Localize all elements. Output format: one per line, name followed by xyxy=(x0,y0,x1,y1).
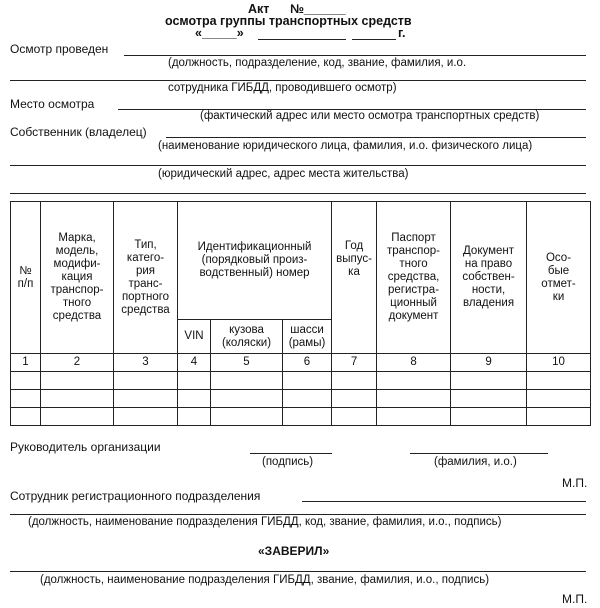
col-number: 3 xyxy=(114,354,178,372)
col-number: 4 xyxy=(178,354,211,372)
inspection-by-label: Осмотр проведен xyxy=(10,42,109,56)
owner-line-2 xyxy=(10,165,586,166)
act-title: Акт xyxy=(248,2,270,16)
head-name-line xyxy=(410,453,548,454)
header-vin: VIN xyxy=(178,320,211,354)
inspection-by-hint-1: (должность, подразделение, код, звание, фамилия, и.о. xyxy=(168,57,467,69)
employee-hint: (должность, наименование подразделения ГИБДД, код, звание, фамилия, и.о., подпись) xyxy=(28,516,502,528)
date-year-line xyxy=(352,39,396,40)
owner-line-3 xyxy=(10,193,586,194)
act-number: №______ xyxy=(290,2,346,16)
owner-line xyxy=(166,137,586,138)
employee-line xyxy=(302,501,586,502)
name-hint: (фамилия, и.о.) xyxy=(434,456,517,468)
date-day: «_____» xyxy=(195,26,244,40)
act-subtitle: осмотра группы транспортных средств xyxy=(165,14,412,28)
header-col-identification: Идентификационный (порядковый произ- водственный) номер xyxy=(178,202,332,320)
col-number: 2 xyxy=(41,354,114,372)
header-col-make: Марка, модель, модифи- кация транспор- тного средства xyxy=(41,202,114,354)
table-row xyxy=(11,390,591,408)
col-number: 10 xyxy=(527,354,591,372)
employee-line-2 xyxy=(10,514,586,515)
inspection-by-line xyxy=(124,55,586,56)
col-number: 9 xyxy=(451,354,527,372)
vehicles-table xyxy=(10,201,591,426)
head-label: Руководитель организации xyxy=(10,440,161,454)
header-col-notes: Осо- бые отмет- ки xyxy=(527,202,591,354)
header-col-type: Тип, катего- рия транс- портного средства xyxy=(114,202,178,354)
header-chassis: шасси (рамы) xyxy=(283,320,332,354)
header-col-passport: Паспорт транспор- тного средства, регистра- ционный документ xyxy=(377,202,451,354)
signature-hint: (подпись) xyxy=(262,456,314,468)
col-number: 5 xyxy=(211,354,283,372)
certified-label: «ЗАВЕРИЛ» xyxy=(258,544,330,558)
inspection-by-hint-2: сотрудника ГИБДД, проводившего осмотр) xyxy=(168,82,397,94)
place-label: Место осмотра xyxy=(10,97,95,111)
table-row xyxy=(11,408,591,426)
head-signature-line xyxy=(250,453,332,454)
col-number: 7 xyxy=(332,354,377,372)
stamp-2: М.П. xyxy=(562,592,588,606)
inspection-by-line-2 xyxy=(10,80,586,81)
employee-label: Сотрудник регистрационного подразделения xyxy=(10,489,261,503)
col-number: 6 xyxy=(283,354,332,372)
owner-hint-1: (наименование юридического лица, фамилия, и.о. физического лица) xyxy=(158,140,533,152)
stamp-1: М.П. xyxy=(562,476,588,490)
owner-label: Собственник (владелец) xyxy=(10,125,147,139)
header-col-ownership: Документ на право собствен- ности, владения xyxy=(451,202,527,354)
date-year-suffix: г. xyxy=(398,26,406,40)
owner-hint-2: (юридический адрес, адрес места жительства) xyxy=(158,168,409,180)
place-hint: (фактический адрес или место осмотра транспортных средств) xyxy=(200,110,540,122)
header-col-number: № п/п xyxy=(11,202,41,354)
header-col-year: Год выпус- ка xyxy=(332,202,377,354)
certified-hint: (должность, наименование подразделения ГИБДД, звание, фамилия, и.о., подпись) xyxy=(40,574,490,586)
table-row xyxy=(11,372,591,390)
col-number: 1 xyxy=(11,354,41,372)
header-body: кузова (коляски) xyxy=(211,320,283,354)
column-numbers-row xyxy=(11,354,591,372)
col-number: 8 xyxy=(377,354,451,372)
certified-line xyxy=(10,571,586,572)
date-month-line xyxy=(258,39,346,40)
